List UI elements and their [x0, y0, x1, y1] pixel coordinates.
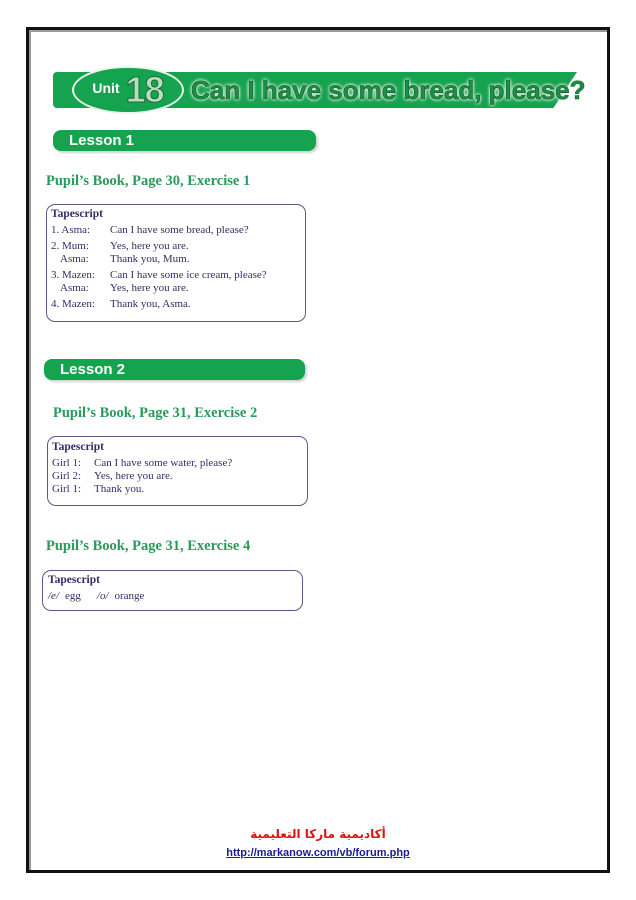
dialogue-text: Thank you, Mum.	[110, 253, 190, 265]
lesson-1-banner	[53, 130, 316, 151]
unit-title: Can I have some bread, please?	[191, 75, 586, 105]
tapescript-line	[51, 269, 305, 282]
dialogue-text: Yes, here you are.	[94, 470, 173, 482]
tapescript-title: Tapescript	[52, 441, 104, 453]
phonics-row	[48, 590, 302, 603]
unit-label: Unit	[92, 80, 120, 96]
speaker: Asma:	[60, 282, 89, 294]
unit-badge	[72, 66, 184, 114]
phoneme-symbol: /e/	[48, 590, 59, 602]
dialogue-text: Can I have some bread, please?	[110, 224, 249, 236]
speaker: 1. Asma:	[51, 224, 91, 236]
phoneme-word: orange	[114, 590, 145, 602]
lesson-2-label: Lesson 2	[60, 361, 126, 378]
unit-banner	[53, 69, 586, 110]
lesson-1-label: Lesson 1	[69, 132, 135, 149]
phoneme-symbol: /o/	[96, 590, 109, 602]
unit-number: 18	[125, 69, 164, 110]
speaker: Girl 1:	[52, 483, 82, 495]
speaker: Girl 1:	[52, 457, 82, 469]
exercise-heading-p30-ex1: Pupil’s Book, Page 30, Exercise 1	[46, 173, 251, 189]
tapescript-box-p31-ex2	[47, 436, 308, 506]
footer-forum-link[interactable]: http://markanow.com/vb/forum.php	[226, 847, 410, 859]
tapescript-line	[52, 483, 307, 496]
tapescript-line	[51, 298, 305, 311]
speaker: 3. Mazen:	[51, 269, 95, 281]
dialogue-text: Thank you.	[94, 483, 145, 495]
speaker: Asma:	[60, 253, 89, 265]
speaker: 4. Mazen:	[51, 298, 95, 310]
speaker: 2. Mum:	[51, 240, 89, 252]
lesson-2-banner	[44, 359, 305, 380]
phoneme-word: egg	[65, 590, 81, 602]
tapescript-line	[51, 240, 305, 253]
tapescript-title: Tapescript	[48, 574, 100, 586]
tapescript-title: Tapescript	[51, 208, 103, 220]
dialogue-text: Can I have some water, please?	[94, 457, 233, 469]
exercise-heading-p31-ex2: Pupil’s Book, Page 31, Exercise 2	[53, 405, 258, 421]
tapescript-box-p31-ex4	[42, 570, 303, 611]
tapescript-line	[52, 470, 307, 483]
dialogue-text: Yes, here you are.	[110, 240, 189, 252]
exercise-heading-p31-ex4: Pupil’s Book, Page 31, Exercise 4	[46, 538, 251, 554]
tapescript-line	[51, 253, 305, 266]
footer-academy-name: أكاديمية ماركا التعليمية	[250, 827, 386, 841]
speaker: Girl 2:	[52, 470, 82, 482]
dialogue-text: Yes, here you are.	[110, 282, 189, 294]
dialogue-text: Thank you, Asma.	[110, 298, 191, 310]
tapescript-line	[51, 282, 305, 295]
tapescript-line	[52, 457, 307, 470]
dialogue-text: Can I have some ice cream, please?	[110, 269, 267, 281]
tapescript-box-p30-ex1	[46, 204, 306, 322]
tapescript-line	[51, 224, 305, 237]
